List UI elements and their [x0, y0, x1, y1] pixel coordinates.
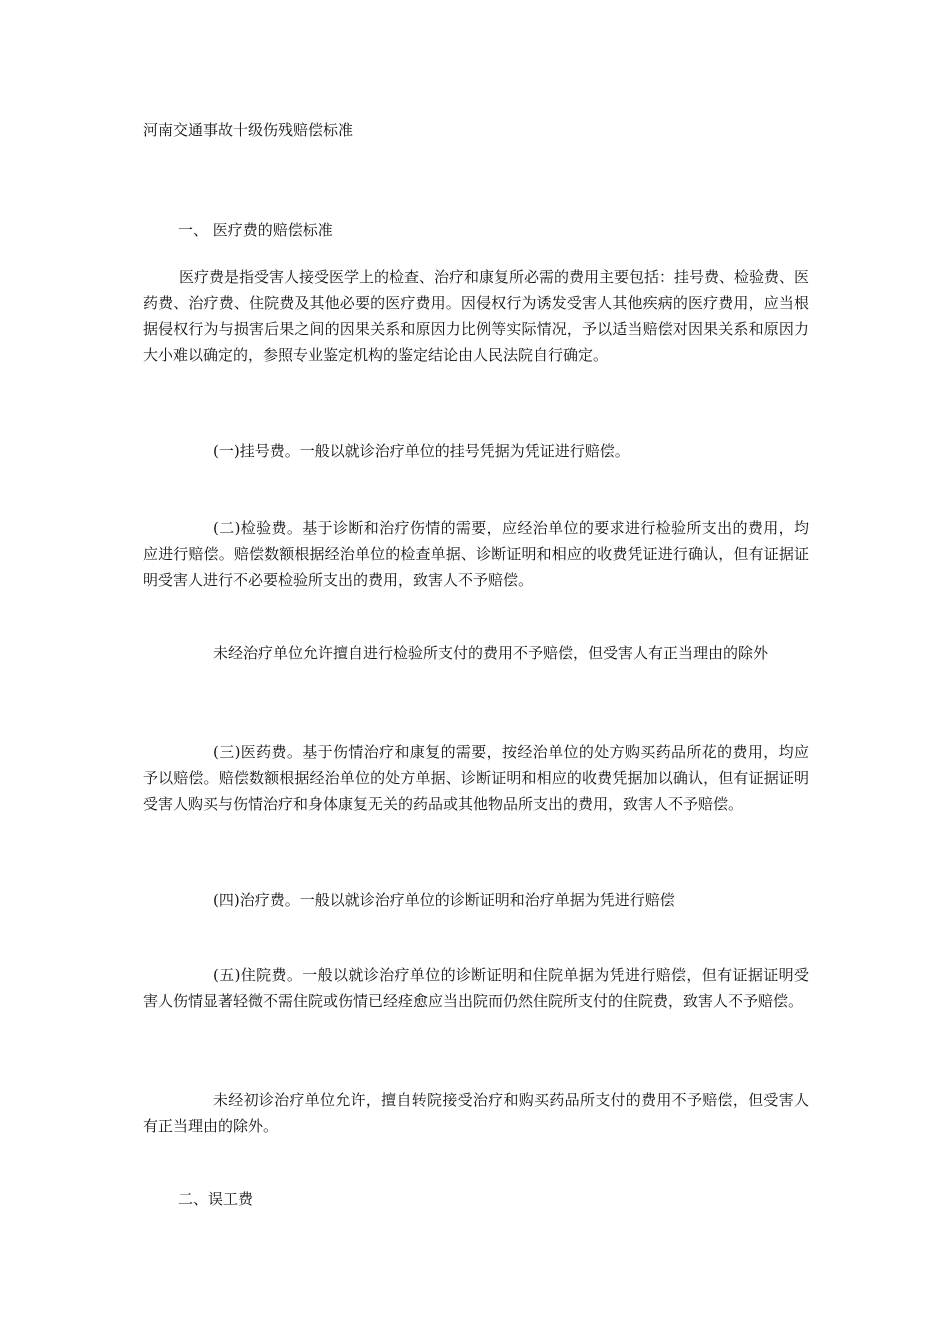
- inspection-fee-paragraph: (二)检验费。基于诊断和治疗伤情的需要，应经治单位的要求进行检验所支出的费用，均应进行赔偿。赔偿数额根据经治单位的检查单据、诊断证明和相应的收费凭证进行确认，但有证据证明受害人进行不必要检验所支出的费用，致害人不予赔偿。: [143, 519, 809, 589]
- medicine-fee-paragraph: (三)医药费。基于伤情治疗和康复的需要，按经治单位的处方购买药品所花的费用，均应予以赔偿。赔偿数额根据经治单位的处方单据、诊断证明和相应的收费凭据加以确认，但有证据证明受害人购买与伤情治疗和身体康复无关的药品或其他物品所支出的费用，致害人不予赔偿。: [143, 743, 809, 813]
- inspection-fee-note-paragraph: 未经治疗单位允许擅自进行检验所支付的费用不予赔偿，但受害人有正当理由的除外: [213, 644, 769, 662]
- hospitalization-fee-note-paragraph: 未经初诊治疗单位允许，擅自转院接受治疗和购买药品所支付的费用不予赔偿，但受害人有正当理由的除外。: [143, 1091, 809, 1135]
- registration-fee-paragraph: (一)挂号费。一般以就诊治疗单位的挂号凭据为凭证进行赔偿。: [213, 442, 630, 460]
- medical-fees-intro-paragraph: 医疗费是指受害人接受医学上的检查、治疗和康复所必需的费用主要包括：挂号费、检验费、医药费、治疗费、住院费及其他必要的医疗费用。因侵权行为诱发受害人其他疾病的医疗费用，应当根据侵权行为与损害后果之间的因果关系和原因力比例等实际情况，予以适当赔偿对因果关系和原因力大小难以确定的，参照专业鉴定机构的鉴定结论由人民法院自行确定。: [143, 268, 810, 364]
- hospitalization-fee-paragraph: (五)住院费。一般以就诊治疗单位的诊断证明和住院单据为凭进行赔偿，但有证据证明受害人伤情显著轻微不需住院或伤情已经痊愈应当出院而仍然住院所支付的住院费，致害人不予赔偿。: [143, 966, 809, 1010]
- section-heading-medical-fees: 一、 医疗费的赔偿标准: [178, 221, 333, 239]
- treatment-fee-paragraph: (四)治疗费。一般以就诊治疗单位的诊断证明和治疗单据为凭进行赔偿: [213, 891, 675, 909]
- document-title: 河南交通事故十级伤残赔偿标准: [143, 121, 354, 139]
- section-heading-lost-wages: 二、误工费: [178, 1190, 254, 1208]
